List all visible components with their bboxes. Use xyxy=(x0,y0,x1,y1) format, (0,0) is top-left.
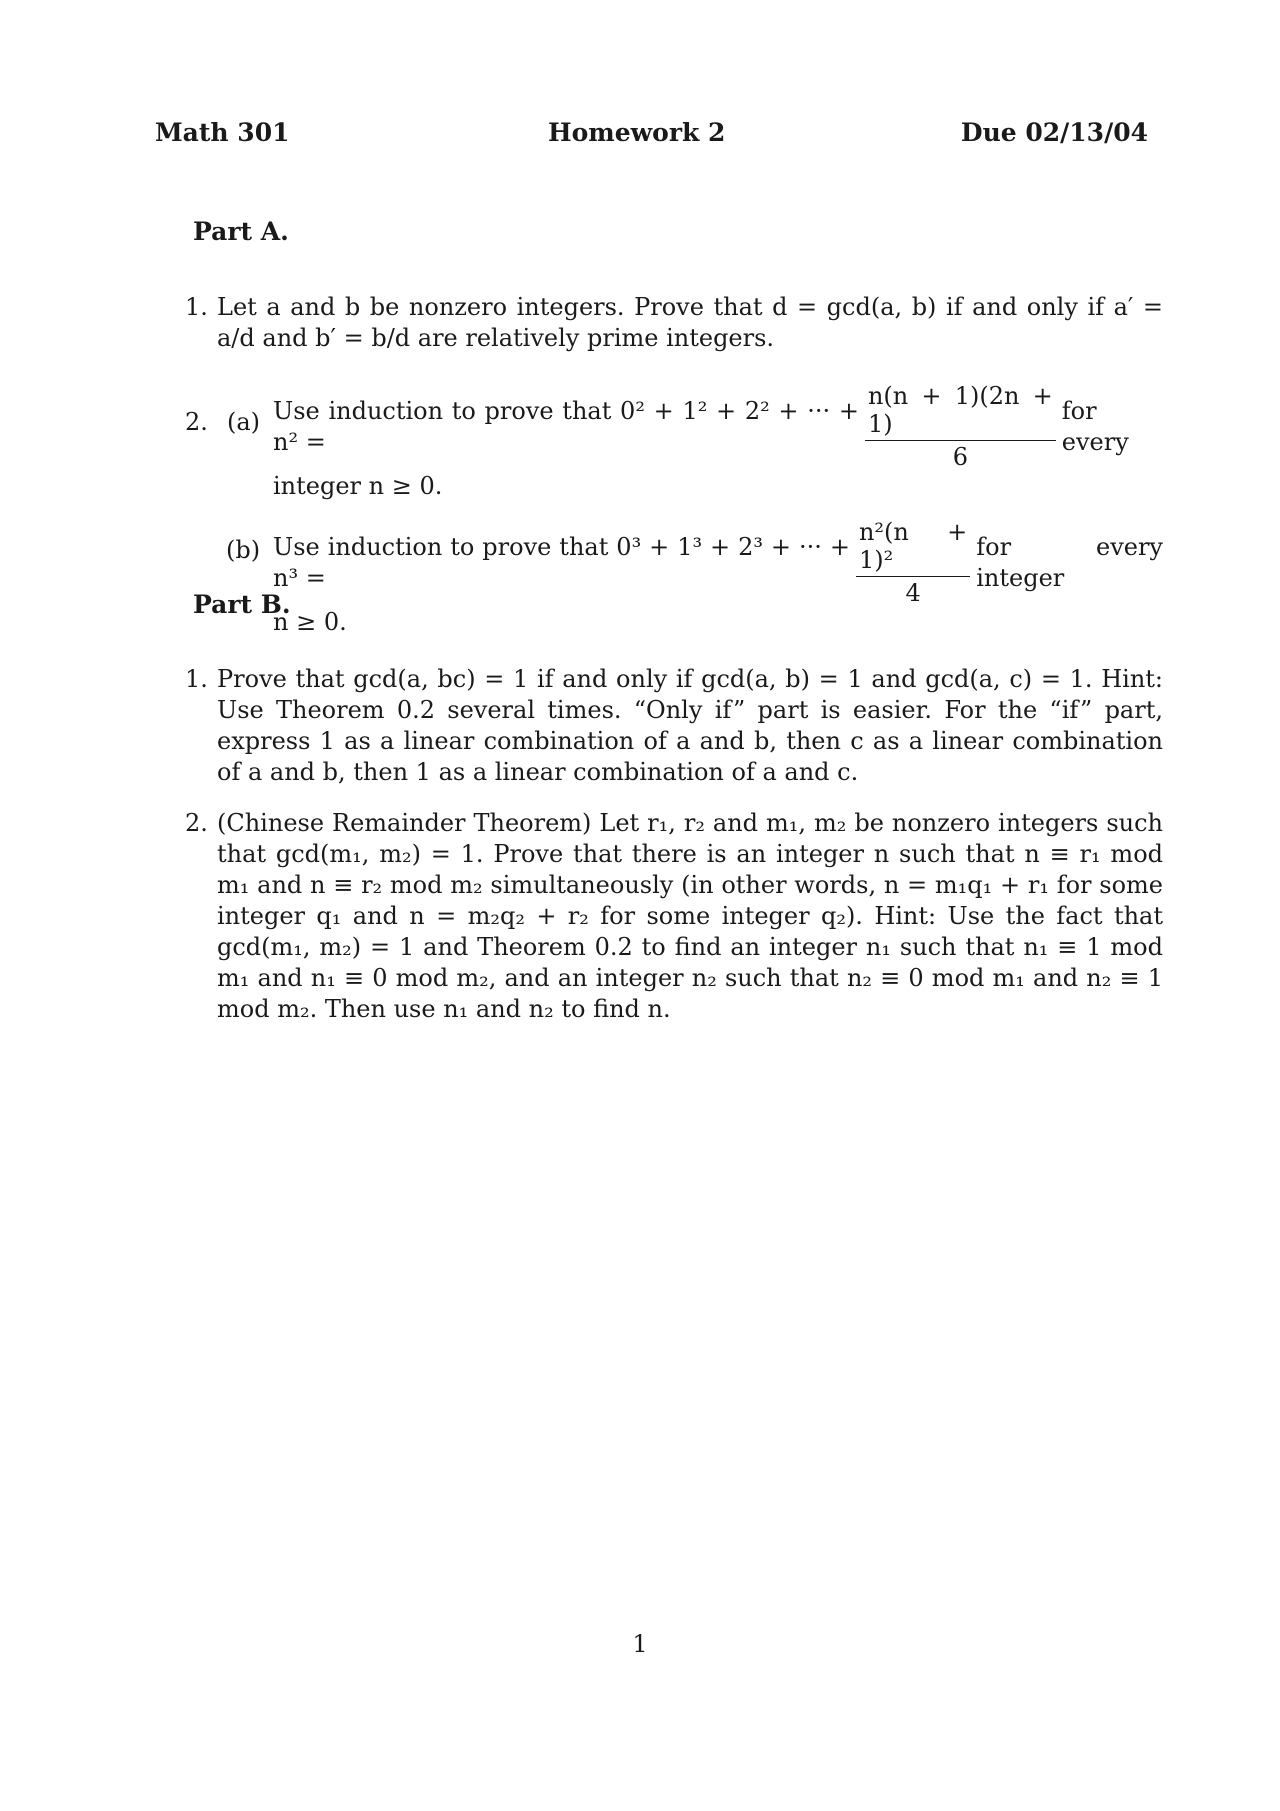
fraction xyxy=(856,518,970,607)
problem-number: 2. xyxy=(185,809,208,837)
course-title: Math 301 xyxy=(155,118,290,147)
problem-number: 2. xyxy=(185,408,208,436)
fraction-denominator: 4 xyxy=(905,579,921,607)
subpart-tail-text: for every integer xyxy=(976,532,1163,592)
problem-text: Let a and b be nonzero integers. Prove that d = gcd(a, b) if and only if a′ = a/d and b′ = b/d are relatively prime integers. xyxy=(217,293,1163,352)
subpart-label: (b) xyxy=(226,536,261,564)
fraction-numerator: n(n + 1)(2n + 1) xyxy=(865,382,1056,441)
subpart-lead-text: Use induction to prove that 0³ + 1³ + 2³ + ··· + n³ = xyxy=(273,532,850,592)
problem-text: (Chinese Remainder Theorem) Let r₁, r₂ and m₁, m₂ be nonzero integers such that gcd(m₁, m₂) = 1. Prove that there is an integer n such that n ≡ r₁ mod m₁ and n ≡ r₂ mod m₂ simultaneously (in other words, n = m₁q₁ + r₁ for some integer q₁ and n = m₂q₂ + r₂ for some integer q₂). Hint: Use the fact that gcd(m₁, m₂) = 1 and Theorem 0.2 to find an integer n₁ such that n₁ ≡ 1 mod m₁ and n₁ ≡ 0 mod m₂, and an integer n₂ such that n₂ ≡ 0 mod m₁ and n₂ ≡ 1 mod m₂. Then use n₁ and n₂ to find n. xyxy=(217,809,1163,1023)
equation-line xyxy=(273,518,1163,607)
fraction xyxy=(865,382,1056,471)
assignment-title: Homework 2 xyxy=(548,118,726,147)
subpart-continuation: integer n ≥ 0. xyxy=(273,472,443,500)
part-b-problem-1 xyxy=(185,664,1163,788)
due-date: Due 02/13/04 xyxy=(960,118,1148,147)
subpart-a xyxy=(185,382,1163,502)
problem-number: 1. xyxy=(185,293,208,321)
subpart-b xyxy=(185,518,1163,638)
fraction-numerator: n²(n + 1)² xyxy=(856,518,970,577)
problem-number: 1. xyxy=(185,665,208,693)
part-a-problem-2 xyxy=(185,382,1163,638)
subpart-lead-text: Use induction to prove that 0² + 1² + 2² + ··· + n² = xyxy=(273,396,859,456)
subpart-continuation: n ≥ 0. xyxy=(273,608,347,636)
fraction-denominator: 6 xyxy=(952,443,968,471)
subpart-tail-text: for every xyxy=(1061,396,1129,456)
equation-line xyxy=(273,382,1163,471)
page-number: 1 xyxy=(632,1630,648,1658)
problem-text: Prove that gcd(a, bc) = 1 if and only if gcd(a, b) = 1 and gcd(a, c) = 1. Hint: Use Theorem 0.2 several times. “Only if” part is easier. For the “if” part, express 1 as a linear combination of a and b, then c as a linear combination of a and b, then 1 as a linear combination of a and c. xyxy=(217,665,1163,786)
part-a-heading: Part A. xyxy=(193,217,289,246)
subpart-label: (a) xyxy=(227,408,261,436)
part-a-problem-1 xyxy=(185,292,1163,354)
part-b-problem-2 xyxy=(185,808,1163,1025)
part-b-heading: Part B. xyxy=(193,590,291,619)
